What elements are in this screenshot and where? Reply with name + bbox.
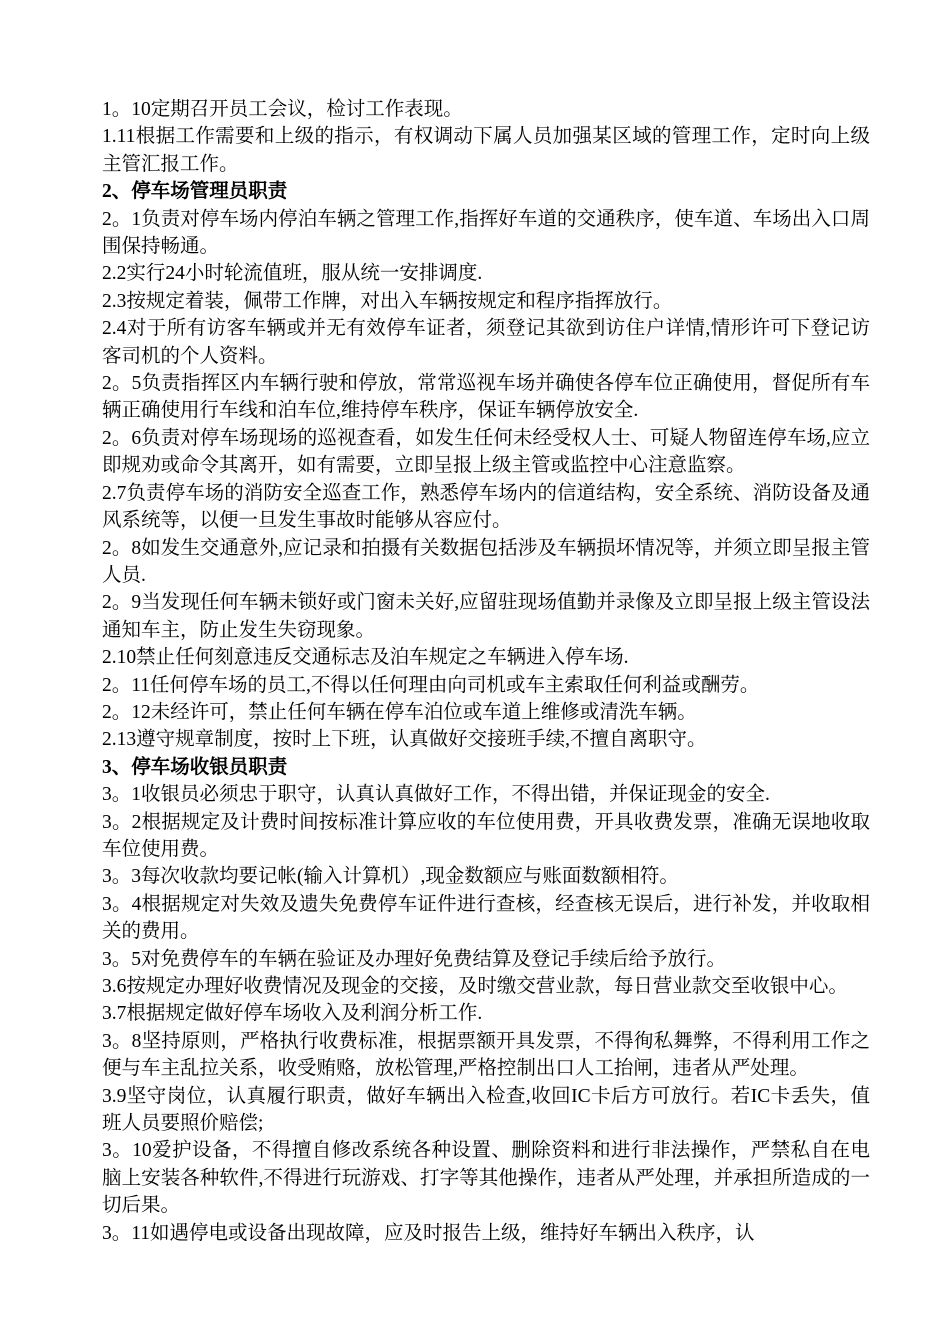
paragraph: 1.11根据工作需要和上级的指示，有权调动下属人员加强某区域的管理工作，定时向上级主管汇报工作。 (102, 126, 870, 175)
paragraph: 2。9当发现任何车辆未锁好或门窗未关好,应留驻现场值勤并录像及立即呈报上级主管设法通知车主，防止发生失窃现象。 (102, 592, 870, 641)
paragraph: 3.9坚守岗位，认真履行职责，做好车辆出入检查,收回IC卡后方可放行。若IC卡丢失，值班人员要照价赔偿; (102, 1085, 870, 1135)
paragraph: 2。1负责对停车场内停泊车辆之管理工作,指挥好车道的交通秩序，使车道、车场出入口周围保持畅通。 (102, 208, 870, 258)
paragraph: 3。8坚持原则，严格执行收费标准，根据票额开具发票，不得徇私舞弊，不得利用工作之便与车主乱拉关系，收受贿赂，放松管理,严格控制出口人工抬闸，违者从严处理。 (102, 1030, 870, 1080)
section-heading: 3、停车场收银员职责 (102, 756, 288, 778)
paragraph: 3。3每次收款均要记帐(输入计算机）,现金数额应与账面数额相符。 (102, 866, 679, 888)
paragraph: 2.10禁止任何刻意违反交通标志及泊车规定之车辆进入停车场. (102, 647, 629, 669)
paragraph: 2。5负责指挥区内车辆行驶和停放，常常巡视车场并确使各停车位正确使用，督促所有车辆正确使用行车线和泊车位,维持停车秩序，保证车辆停放安全. (102, 373, 870, 422)
paragraph: 3。4根据规定对失效及遗失免费停车证件进行查核，经查核无误后，进行补发，并收取相关的费用。 (102, 893, 870, 943)
paragraph: 3。11如遇停电或设备出现故障，应及时报告上级，维持好车辆出入秩序，认 (102, 1222, 755, 1244)
paragraph: 2.4对于所有访客车辆或并无有效停车证者，须登记其欲到访住户详情,情形许可下登记访客司机的个人资料。 (102, 318, 870, 367)
paragraph: 3.6按规定办理好收费情况及现金的交接，及时缴交营业款，每日营业款交至收银中心。 (102, 976, 848, 997)
document-body (102, 96, 870, 1247)
paragraph: 2.2实行24小时轮流值班，服从统一安排调度. (102, 263, 483, 285)
section-heading: 2、停车场管理员职责 (102, 181, 288, 203)
paragraph: 2。12未经许可，禁止任何车辆在停车泊位或车道上维修或清洗车辆。 (102, 701, 697, 723)
paragraph: 1。10定期召开员工会议，检讨工作表现。 (102, 99, 463, 120)
paragraph: 3。1收银员必须忠于职守，认真认真做好工作，不得出错，并保证现金的安全. (102, 784, 770, 806)
paragraph: 3.7根据规定做好停车场收入及利润分析工作. (102, 1003, 483, 1025)
paragraph: 3。5对免费停车的车辆在验证及办理好免费结算及登记手续后给予放行。 (102, 948, 727, 970)
paragraph: 2。11任何停车场的员工,不得以任何理由向司机或车主索取任何利益或酬劳。 (102, 674, 760, 696)
paragraph: 2.3按规定着装，佩带工作牌，对出入车辆按规定和程序指挥放行。 (102, 290, 673, 312)
paragraph: 2。8如发生交通意外,应记录和拍摄有关数据包括涉及车辆损坏情况等，并须立即呈报主管人员. (102, 537, 870, 586)
paragraph: 2。6负责对停车场现场的巡视查看，如发生任何未经受权人士、可疑人物留连停车场,应立即规劝或命令其离开，如有需要，立即呈报上级主管或监控中心注意监察。 (102, 427, 870, 477)
paragraph: 2.7负责停车场的消防安全巡查工作，熟悉停车场内的信道结构，安全系统、消防设备及通风系统等，以便一旦发生事故时能够从容应付。 (102, 482, 870, 532)
paragraph: 2.13遵守规章制度，按时上下班，认真做好交接班手续,不擅自离职守。 (102, 729, 707, 751)
paragraph: 3。2根据规定及计费时间按标准计算应收的车位使用费，开具收费发票，准确无误地收取车位使用费。 (102, 811, 870, 860)
paragraph: 3。10爱护设备，不得擅自修改系统各种设置、删除资料和进行非法操作，严禁私自在电脑上安装各种软件,不得进行玩游戏、打字等其他操作，违者从严处理，并承担所造成的一切后果。 (102, 1140, 870, 1217)
